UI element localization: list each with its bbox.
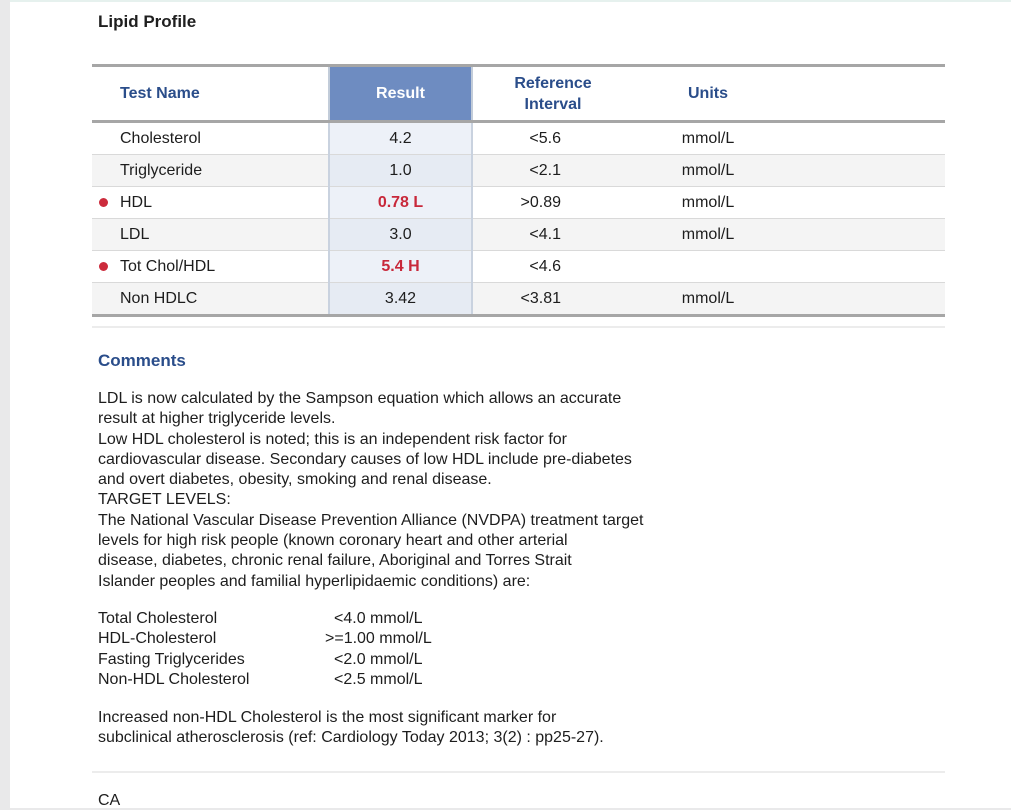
reference-cell: <4.6	[472, 251, 633, 283]
target-row	[98, 670, 518, 690]
comment-line: disease, diabetes, chronic renal failure, Aboriginal and Torres Strait	[98, 552, 572, 570]
header-reference-line1: Reference	[514, 74, 592, 92]
target-label: Non-HDL Cholesterol	[98, 670, 250, 688]
header-test-name: Test Name	[92, 66, 329, 122]
table-header-row	[92, 66, 945, 122]
reference-cell: <4.1	[472, 219, 633, 251]
table-row	[92, 122, 945, 155]
header-result: Result	[329, 66, 472, 122]
spacer-cell	[783, 187, 945, 219]
test-name-cell	[92, 187, 329, 219]
header-units: Units	[633, 66, 783, 122]
comment-line: LDL is now calculated by the Sampson equation which allows an accurate	[98, 390, 622, 407]
test-name-text: HDL	[120, 193, 153, 211]
test-name-cell: LDL	[92, 219, 329, 251]
reference-cell: <5.6	[472, 122, 633, 155]
test-name-cell: Triglyceride	[92, 155, 329, 187]
result-cell: 4.2	[329, 122, 472, 155]
target-row	[98, 609, 518, 629]
units-cell: mmol/L	[633, 283, 783, 316]
spacer-cell	[783, 251, 945, 283]
units-cell: mmol/L	[633, 155, 783, 187]
table-row	[92, 283, 945, 316]
comments-body	[98, 389, 738, 592]
footer-code: CA	[98, 792, 121, 809]
test-name-cell: Non HDLC	[92, 283, 329, 316]
test-name-cell: Cholesterol	[92, 122, 329, 155]
units-cell	[633, 251, 783, 283]
comment-line: Low HDL cholesterol is noted; this is an independent risk factor for	[98, 430, 567, 448]
spacer-cell	[783, 122, 945, 155]
units-cell: mmol/L	[633, 187, 783, 219]
target-label: Fasting Triglycerides	[98, 650, 245, 668]
header-reference-interval	[472, 66, 633, 122]
top-divider	[10, 0, 1011, 2]
target-value: <2.5 mmol/L	[334, 670, 423, 688]
table-row	[92, 187, 945, 219]
comment-line: TARGET LEVELS:	[98, 491, 231, 509]
target-label: HDL-Cholesterol	[98, 630, 217, 648]
comment-line: Islander peoples and familial hyperlipidaemic conditions) are:	[98, 572, 531, 590]
units-cell: mmol/L	[633, 122, 783, 155]
comment-line: result at higher triglyceride levels.	[98, 410, 336, 428]
result-cell: 3.0	[329, 219, 472, 251]
footnote-line: subclinical atherosclerosis (ref: Cardiology Today 2013; 3(2) : pp25-27).	[98, 729, 604, 747]
spacer-cell	[783, 219, 945, 251]
target-row	[98, 629, 518, 649]
comments-footnote	[98, 708, 604, 749]
abnormal-flag-dot	[99, 262, 108, 271]
result-cell-abnormal: 0.78 L	[329, 187, 472, 219]
target-value: <2.0 mmol/L	[334, 650, 423, 668]
test-name-text: Tot Chol/HDL	[120, 257, 216, 275]
target-value: >=1.00 mmol/L	[325, 630, 432, 648]
spacer-cell	[783, 283, 945, 316]
section-title: Lipid Profile	[98, 12, 197, 31]
footer-divider	[92, 771, 945, 773]
report-page	[10, 0, 1011, 808]
reference-cell: <2.1	[472, 155, 633, 187]
reference-cell: <3.81	[472, 283, 633, 316]
result-cell: 3.42	[329, 283, 472, 316]
section-divider	[92, 326, 945, 328]
lipid-results-table	[92, 64, 945, 317]
header-spacer	[783, 66, 945, 122]
table-row	[92, 219, 945, 251]
abnormal-flag-dot	[99, 198, 108, 207]
comments-title: Comments	[98, 351, 186, 370]
header-reference-line2: Interval	[524, 95, 582, 113]
result-cell-abnormal: 5.4 H	[329, 251, 472, 283]
target-label: Total Cholesterol	[98, 610, 218, 627]
comment-line: and overt diabetes, obesity, smoking and renal disease.	[98, 471, 492, 489]
reference-cell: >0.89	[472, 187, 633, 219]
table-row	[92, 251, 945, 283]
comment-line: cardiovascular disease. Secondary causes of low HDL include pre-diabetes	[98, 450, 632, 468]
target-value: <4.0 mmol/L	[334, 610, 423, 627]
spacer-cell	[783, 155, 945, 187]
result-cell: 1.0	[329, 155, 472, 187]
table-row	[92, 155, 945, 187]
test-name-cell	[92, 251, 329, 283]
comment-line: The National Vascular Disease Prevention Alliance (NVDPA) treatment target	[98, 511, 644, 529]
target-levels-list	[98, 609, 518, 690]
footnote-line: Increased non-HDL Cholesterol is the most significant marker for	[98, 709, 557, 726]
units-cell: mmol/L	[633, 219, 783, 251]
comment-line: levels for high risk people (known coronary heart and other arterial	[98, 532, 568, 550]
target-row	[98, 650, 518, 670]
